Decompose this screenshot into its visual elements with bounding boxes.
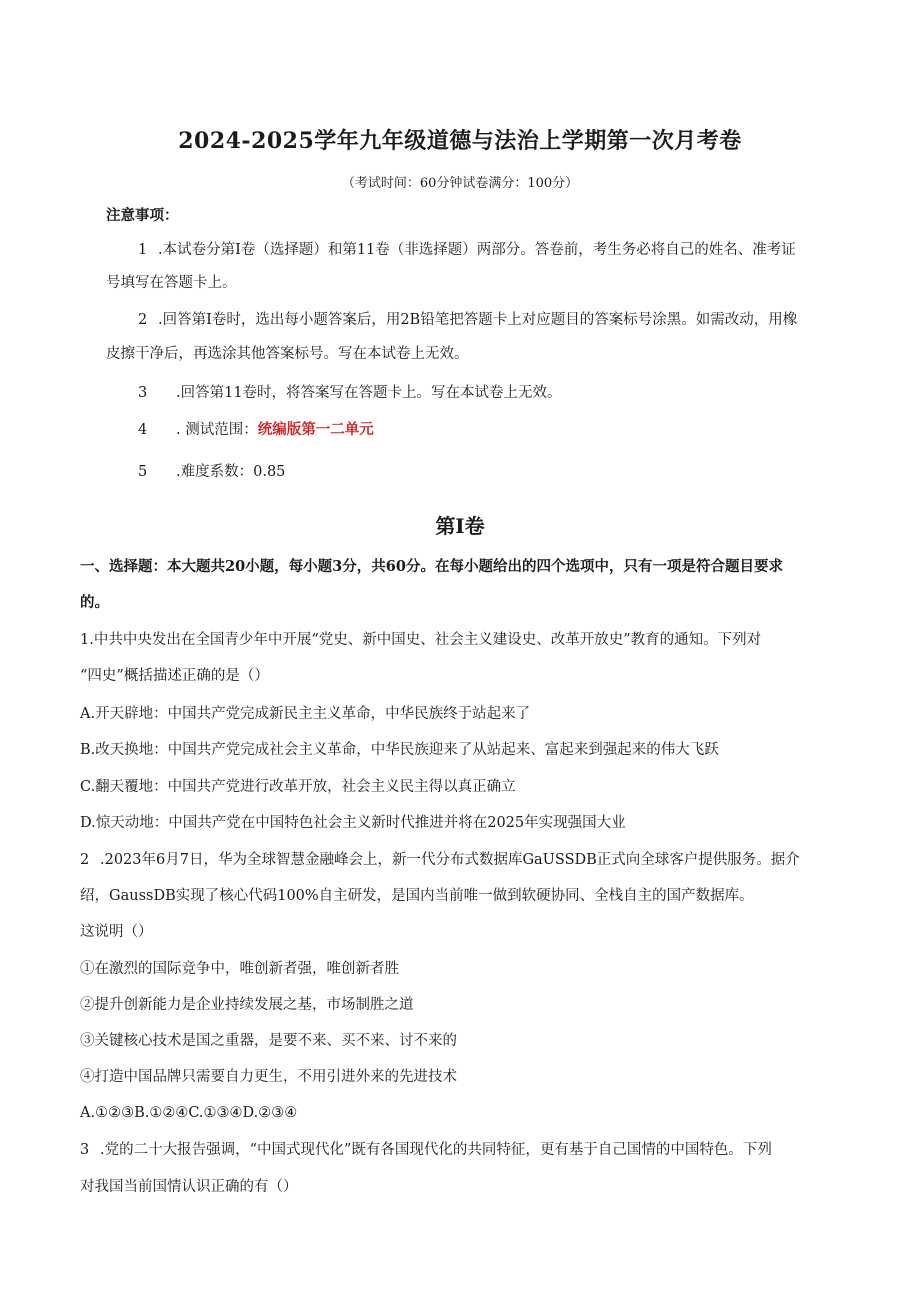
note-number: 1: [138, 242, 148, 258]
question-2-options: A.①②③B.①②④C.①③④D.②③④: [80, 1105, 298, 1121]
question-3-stem: [80, 1140, 772, 1160]
question-text: .2023年6月7日，华为全球智慧金融峰会上，新一代分布式数据库GaUSSDB正式向全球客户提供服务。据介: [100, 852, 800, 868]
note-item-5: [138, 462, 285, 482]
note-text: . 测试范围：: [176, 422, 258, 438]
question-2-prompt: 这说明（）: [80, 924, 153, 940]
question-2-stem: [80, 850, 800, 870]
note-text: .回答第I卷时，选出每小题答案后，用2B铅笔把答题卡上对应题目的答案标号涂黑。如需改动，用橡: [158, 312, 798, 328]
note-text: .难度系数：0.85: [176, 464, 286, 480]
question-2-statement-4: ④打造中国品牌只需要自力更生，不用引进外来的先进技术: [80, 1069, 457, 1085]
note-text: .本试卷分第I卷（选择题）和第11卷（非选择题）两部分。答卷前，考生务必将自己的姓名、准考证: [158, 242, 796, 258]
question-2-statement-1: ①在激烈的国际竞争中，唯创新者强，唯创新者胜: [80, 961, 399, 977]
note-text: .回答第11卷时，将答案写在答题卡上。写在本试卷上无效。: [176, 385, 562, 401]
question-number: 3: [80, 1142, 90, 1158]
note-item-1-cont: 号填写在答题卡上。: [106, 275, 237, 291]
question-1-option-b: B.改天换地：中国共产党完成社会主义革命，中华民族迎来了从站起来、富起来到强起来的伟大飞跃: [80, 742, 719, 758]
test-scope-highlight: 统编版第一二单元: [257, 421, 374, 438]
note-number: 3: [138, 385, 148, 401]
question-3-stem-cont: 对我国当前国情认识正确的有（）: [80, 1179, 298, 1195]
question-text: .党的二十大报告强调，“中国式现代化”既有各国现代化的共同特征，更有基于自己国情的中国特色。下列: [100, 1142, 772, 1158]
question-2-statement-3: ③关键核心技术是国之重器，是要不来、买不来、讨不来的: [80, 1033, 457, 1049]
section-instruction: 一、选择题：本大题共20小题，每小题3分，共60分。在每小题给出的四个选项中，只有一项是符合题目要求: [80, 558, 783, 575]
question-number: 2: [80, 852, 90, 868]
question-1-stem-cont: “四史”概括描述正确的是（）: [80, 668, 269, 684]
question-2-stem-cont: 绍，GaussDB实现了核心代码100%自主研发，是国内当前唯一做到软硬协同、全栈自主的国产数据库。: [80, 888, 754, 904]
note-number: 5: [138, 464, 148, 480]
question-1-option-d: D.惊天动地：中国共产党在中国特色社会主义新时代推进并将在2025年实现强国大业: [80, 815, 626, 831]
note-number: 4: [138, 422, 148, 438]
note-number: 2: [138, 312, 148, 328]
question-1-option-a: A.开天辟地：中国共产党完成新民主主义革命，中华民族终于站起来了: [80, 706, 531, 722]
exam-subtitle: （考试时间：60分钟试卷满分：100分）: [341, 176, 579, 191]
notes-heading: 注意事项：: [106, 207, 179, 224]
exam-title: 2024-2025学年九年级道德与法治上学期第一次月考卷: [178, 128, 742, 154]
note-item-1: [138, 240, 796, 260]
note-item-2: [138, 310, 797, 330]
note-item-3: [138, 383, 562, 403]
question-1-option-c: C.翻天覆地：中国共产党进行改革开放，社会主义民主得以真正确立: [80, 779, 516, 795]
question-1-stem: 1.中共中央发出在全国青少年中开展“党史、新中国史、社会主义建设史、改革开放史”教育的通知。下列对: [80, 632, 762, 648]
section-instruction-cont: 的。: [80, 594, 109, 611]
question-2-statement-2: ②提升创新能力是企业持续发展之基，市场制胜之道: [80, 997, 414, 1013]
note-item-2-cont: 皮擦干净后，再选涂其他答案标号。写在本试卷上无效。: [106, 346, 469, 362]
note-item-4: [138, 420, 374, 440]
section-title: 第I卷: [435, 514, 485, 538]
